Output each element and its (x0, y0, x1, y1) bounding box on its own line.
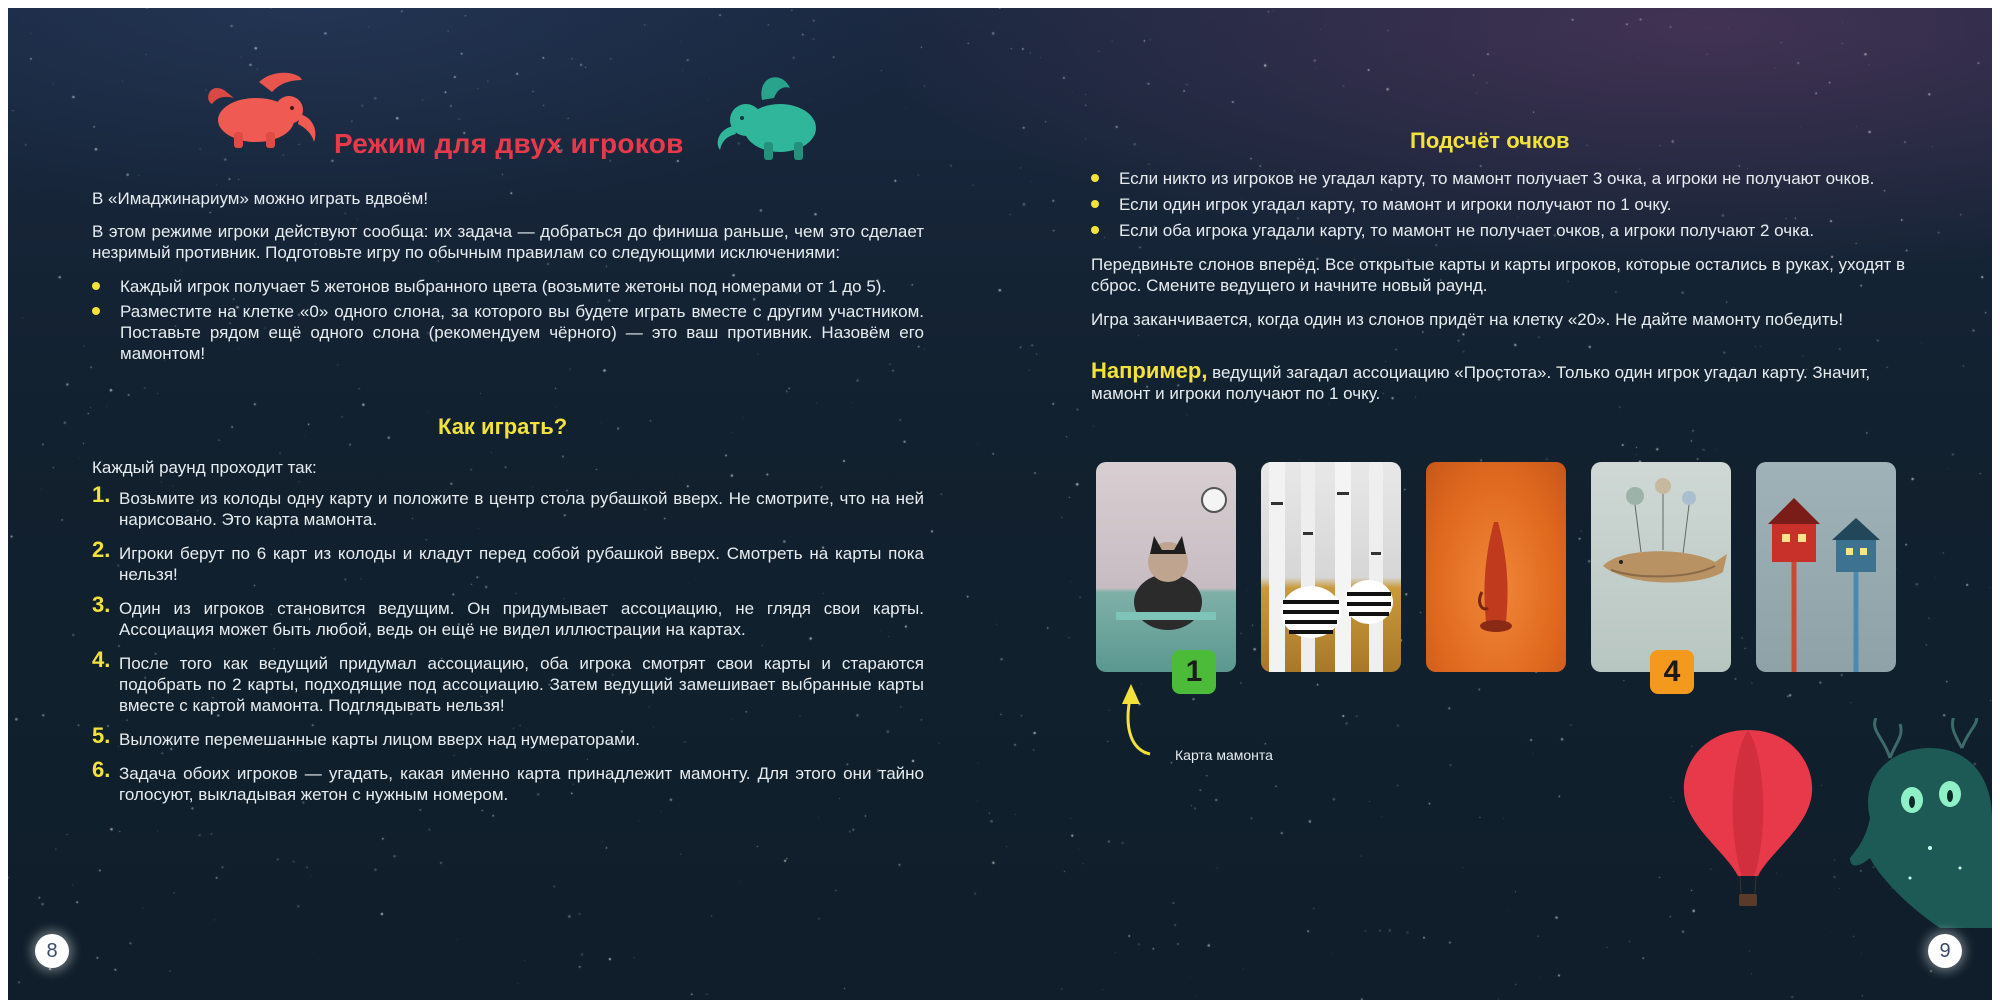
bullet-dot-icon (1091, 174, 1099, 182)
round-intro: Каждый раунд проходит так: (92, 458, 317, 477)
list-item: Если один игрок угадал карту, то мамонт и игроки получают по 1 очку. (1091, 194, 1931, 215)
list-item: 2. Игроки берут по 6 карт из колоды и кладут перед собой рубашкой вверх. Смотреть на карты пока нельзя! (92, 537, 924, 584)
page-number-right: 9 (1928, 934, 1962, 968)
page-title-two-players: Режим для двух игроков (334, 128, 684, 159)
rulebook-spread (8, 8, 1992, 1000)
vote-token-badge-4: 4 (1650, 650, 1694, 694)
illustration-card-5 (1756, 462, 1896, 672)
vote-token-badge-1: 1 (1172, 650, 1216, 694)
scoring-bullet-list (1091, 168, 1931, 246)
intro-paragraph: В «Имаджинариум» можно играть вдвоём! (92, 189, 429, 208)
list-item: 5. Выложите перемешанные карты лицом вверх над нумераторами. (92, 723, 640, 749)
example-label: Например, (1091, 358, 1208, 383)
list-item: Разместите на клетке «0» одного слона, за которого вы будете играть вместе с другим участником. Поставьте рядом ещё одного слона (рекомендуем чёрного) — это ваш противник. Назовём его мамонтом! (92, 301, 924, 364)
list-item: Если оба игрока угадали карту, то мамонт не получает очков, а игроки получают 2 очка. (1091, 220, 1931, 241)
list-item: 3. Один из игроков становится ведущим. Он придумывает ассоциацию, не глядя свои карты. Ассоциация может быть любой, ведь он ещё не видел иллюстрации на картах. (92, 592, 924, 639)
game-end-paragraph: Игра заканчивается, когда один из слонов придёт на клетку «20». Не дайте мамонту победить! (1091, 310, 1844, 329)
mammoth-card-caption: Карта мамонта (1175, 747, 1273, 763)
example-paragraph: Например, ведущий загадал ассоциацию «Простота». Только один игрок угадал карту. Значит, мамонт и игроки получают по 1 очку. (1091, 358, 1871, 403)
list-item: 4. После того как ведущий придумал ассоциацию, оба игрока смотрят свои карты и стараются подобрать по 2 карты, подходящие под ассоциацию. Затем ведущий замешивает выбранные карты вместе с картой мамонта. Подглядывать нельзя! (92, 647, 924, 715)
advance-paragraph: Передвиньте слонов вперёд. Все открытые карты и карты игроков, которые остались в руках, уходят в сброс. Смените ведущего и начните новый раунд. (1091, 255, 1906, 295)
illustration-card-3 (1426, 462, 1566, 672)
illustration-card-4 (1591, 462, 1731, 672)
section-title-how-to-play: Как играть? (438, 414, 568, 439)
illustration-card-2 (1261, 462, 1401, 672)
section-title-scoring: Подсчёт очков (1410, 128, 1570, 153)
green-creature-icon (1850, 718, 1992, 928)
intro-description: В этом режиме игроки действуют сообща: их задача — добраться до финиша раньше, чем это сделает незримый противник. Подготовьте игру по обычным правилам со следующими исключениями: (92, 222, 924, 262)
list-item: Каждый игрок получает 5 жетонов выбранного цвета (возьмите жетоны под номерами от 1 до 5). (92, 276, 924, 297)
curved-arrow-icon (1114, 678, 1174, 758)
list-item: 1. Возьмите из колоды одну карту и положите в центр стола рубашкой вверх. Не смотрите, что на ней нарисовано. Это карта мамонта. (92, 482, 924, 529)
hot-air-balloon-icon (1678, 726, 1818, 911)
page-number-left: 8 (35, 934, 69, 968)
right-page (8, 8, 1992, 1000)
illustration-card-1 (1096, 462, 1236, 672)
list-item: 6. Задача обоих игроков — угадать, какая именно карта принадлежит мамонту. Для этого они тайно голосуют, выкладывая жетон с нужным номером. (92, 757, 924, 804)
bullet-dot-icon (1091, 226, 1099, 234)
bullet-dot-icon (1091, 200, 1099, 208)
list-item: Если никто из игроков не угадал карту, то мамонт получает 3 очка, а игроки не получают очков. (1091, 168, 1931, 189)
